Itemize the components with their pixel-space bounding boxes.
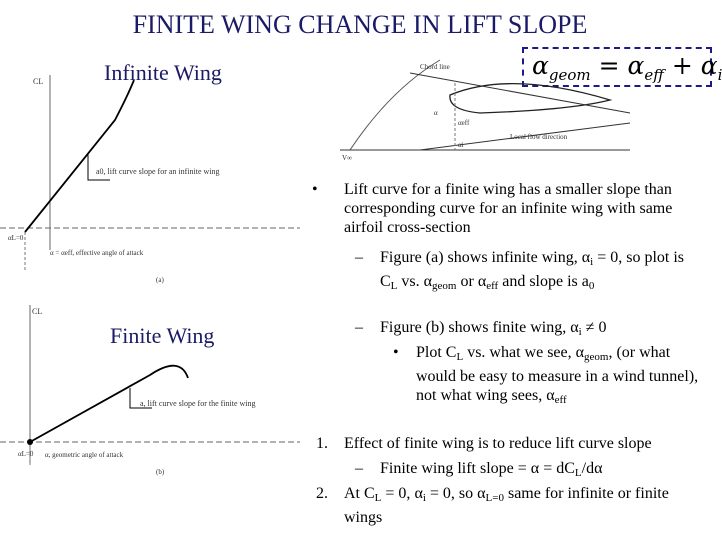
alpha-arc <box>350 60 440 150</box>
numbered-sub-item: Finite wing lift slope = $\alpha = dC_L/d\alpha$ <box>380 460 603 479</box>
panel-b-label: (b) <box>156 468 165 476</box>
angle-equation: $\alpha_{geom} = \alpha_{eff} + \alpha_i$ <box>532 51 722 84</box>
cl-label: CL <box>33 77 44 86</box>
finite-wing-label: Finite Wing <box>110 323 215 348</box>
alpha-l0-label: αL=0 <box>8 234 24 242</box>
sub-bullet-figure-a: Figure (a) shows infinite wing, $\alpha_i = 0$, so plot is $C_L$ vs. $\alpha_{geom}$ or $\alpha_{eff}$ and slope is $a_0$ <box>380 249 685 292</box>
alpha-label: α <box>434 109 438 117</box>
a0-label: a0, lift curve slope for an infinite wing <box>96 167 220 176</box>
local-flow-label: Local flow direction <box>510 133 568 141</box>
airfoil-shape <box>450 84 610 113</box>
infinite-wing-label: Infinite Wing <box>104 60 222 85</box>
numbered-item-1: Effect of finite wing is to reduce lift curve slope <box>344 435 652 452</box>
cl-label: CL <box>32 307 43 316</box>
numbered-item-2: At $C_L = 0$, $\alpha_i = 0$, so $\alpha_{L=0}$ same for infinite or finite wings <box>344 485 669 526</box>
infinite-wing-lift-curve <box>0 70 300 290</box>
airfoil-diagram <box>330 55 700 165</box>
finite-wing-lift-curve <box>0 300 300 480</box>
vinf-label: V∞ <box>342 154 353 162</box>
alpha-eff-label: αeff <box>458 119 470 127</box>
sub-sub-bullet-plot: Plot $C_L$ vs. what we see, $\alpha_{geom}$, (or what would be easy to measure in a wind tunnel), not what wing sees, $\alpha_{eff}$ <box>416 344 699 406</box>
alpha-l0-label: αL=0 <box>18 450 34 458</box>
a-label: a, lift curve slope for the finite wing <box>140 399 256 408</box>
chord-line <box>410 73 630 113</box>
panel-a-label: (a) <box>156 276 164 284</box>
x-axis-label: α = αeff, effective angle of attack <box>50 249 144 257</box>
chord-line-label: Chord line <box>420 63 450 71</box>
bullet-finite-wing-slope: Lift curve for a finite wing has a smaller slope than corresponding curve for an infinite wing with same airfoil cross-section <box>344 181 673 236</box>
page-title: FINITE WING CHANGE IN LIFT SLOPE <box>132 10 588 39</box>
sub-bullet-figure-b: Figure (b) shows finite wing, $\alpha_i \ne 0$ <box>380 319 607 338</box>
alpha-i-label: αi <box>458 141 464 149</box>
lift-curve-a <box>25 80 134 232</box>
x-axis-label: α, geometric angle of attack <box>45 451 124 459</box>
